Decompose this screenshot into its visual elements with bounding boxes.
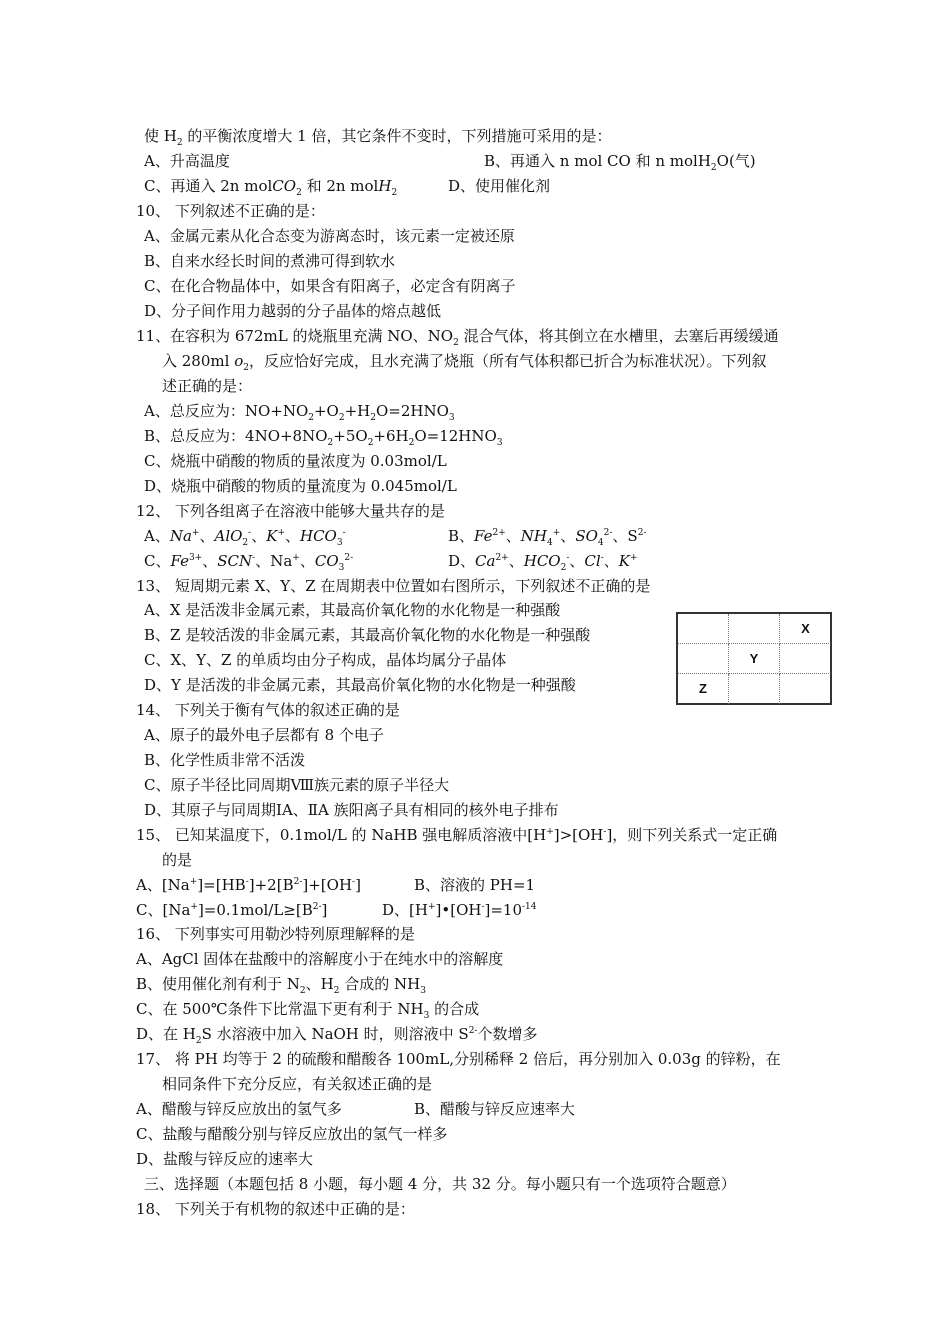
q10-option-c: C、在化合物晶体中，如果含有阳离子，必定含有阴离子 [144,277,516,295]
q11-stem: 11、在容积为 672mL 的烧瓶里充满 NO、$NO_2$ 混合气体，将其倒立在水槽里，去塞后再缓缓通 [136,327,779,348]
q12-stem: 12、 下列各组离子在溶液中能够大量共存的是 [136,502,445,520]
q14-option-c: C、原子半径比同周期Ⅷ族元素的原子半径大 [144,776,450,794]
q11-stem-line3: 述正确的是： [162,377,253,395]
q14-option-d: D、其原子与同周期ⅠA、ⅡA 族阳离子具有相同的核外电子排布 [144,801,559,819]
q9-option-b: B、再通入 n mol CO 和 n molH$_2$O(气) [484,152,756,173]
q10-option-d: D、分子间作用力越弱的分子晶体的熔点越低 [144,302,442,320]
q9-option-d: D、使用催化剂 [448,177,551,195]
grid-cell-y: Y [729,644,780,674]
q13-option-a: A、X 是活泼非金属元素，其最高价氧化物的水化物是一种强酸 [144,601,561,619]
q14-stem: 14、 下列关于衡有气体的叙述正确的是 [136,701,400,719]
q17-stem: 17、 将 PH 均等于 2 的硫酸和醋酸各 100mL,分别稀释 2 倍后，再分别加入 0.03g 的锌粉，在 [136,1050,781,1068]
q17-option-b: B、醋酸与锌反应速率大 [414,1100,576,1118]
q13-stem: 13、 短周期元素 X、Y、Z 在周期表中位置如右图所示，下列叙述不正确的是 [136,577,651,595]
q12-option-c: C、$Fe^{3+}$、SCN-、Na+、$CO_3^{2-}$ [144,552,354,573]
q10-stem: 10、 下列叙述不正确的是： [136,202,325,220]
q14-option-a: A、原子的最外电子层都有 8 个电子 [144,726,384,744]
q10-option-b: B、自来水经长时间的煮沸可得到软水 [144,252,396,270]
q12-option-d: D、$Ca^{2+}$、$HCO_2^-$、Cl-、K+ [448,552,638,573]
q9-stem-cont: 使 $H_2$ 的平衡浓度增大 1 倍，其它条件不变时，下列措施可采用的是： [144,127,612,148]
q14-option-b: B、化学性质非常不活泼 [144,751,306,769]
q17-option-c: C、盐酸与醋酸分别与锌反应放出的氢气一样多 [136,1125,448,1143]
q11-option-d: D、烧瓶中硝酸的物质的量流度为 0.045mol/L [144,477,457,495]
grid-cell [780,674,831,704]
q13-option-c: C、X、Y、Z 的单质均由分子构成，晶体均属分子晶体 [144,651,507,669]
q15-stem: 15、 已知某温度下，0.1mol/L 的 NaHB 强电解质溶液中[H+]>[OH-]，则下列关系式一定正确 [136,826,778,844]
q12-option-a: A、Na+、AlO$_2$-、K+、$HCO_3^-$ [144,527,346,548]
grid-cell [729,614,780,644]
periodic-position-figure [676,612,832,705]
q17-option-a: A、醋酸与锌反应放出的氢气多 [136,1100,342,1118]
q17-stem-line2: 相同条件下充分反应，有关叙述正确的是 [162,1075,433,1093]
section-3-heading: 三、选择题（本题包括 8 小题，每小题 4 分，共 32 分。每小题只有一个选项符合题意） [144,1175,736,1193]
q10-option-a: A、金属元素从化合态变为游离态时，该元素一定被还原 [144,227,515,245]
grid-cell-x: X [780,614,831,644]
q15-option-c: C、$[Na^+]=0.1mol/L\ge[B^{2-}]$ [136,901,328,919]
q15-option-d: D、$[H^+]•[OH^-]=10^{-14}$ [382,901,537,919]
q16-option-d: D、在 $H_2S$ 水溶液中加入 NaOH 时，则溶液中 $S^{2-}$个数增多 [136,1025,538,1046]
q15-option-a: A、$[Na^+]=[HB^-]+2[B^{2-}]+[OH^-]$ [136,876,361,894]
q15-option-b: B、溶液的 PH=1 [414,876,536,894]
grid-cell [780,644,831,674]
q13-option-b: B、Z 是较活泼的非金属元素，其最高价氧化物的水化物是一种强酸 [144,626,591,644]
grid-cell [729,674,780,704]
q16-option-a: A、AgCl 固体在盐酸中的溶解度小于在纯水中的溶解度 [136,950,504,968]
q12-option-b: B、$Fe^{2+}$、$NH_4^+$、$SO_4^{2-}$、$S^{2-}$ [448,527,647,548]
q11-option-c: C、烧瓶中硝酸的物质的量浓度为 0.03mol/L [144,452,447,470]
q9-option-c: C、再通入 2n molCO$_2$ 和 2n molH$_2$ [144,177,398,198]
q18-stem: 18、 下列关于有机物的叙述中正确的是： [136,1200,415,1218]
q16-option-c: C、在 500℃条件下比常温下更有利于 $NH_3$ 的合成 [136,1000,480,1021]
q15-stem-line2: 的是 [162,851,193,869]
q11-stem-line2: 入 280ml $o_2$，反应恰好完成，且水充满了烧瓶（所有气体积都已折合为标准状况）。下列叙 [162,352,767,373]
q11-option-a: A、总反应为：$NO+NO_2+O_2+H_2O=2HNO_3$ [144,402,455,423]
q17-option-d: D、盐酸与锌反应的速率大 [136,1150,314,1168]
grid-cell [678,644,729,674]
grid-cell [678,614,729,644]
grid-cell-z: Z [678,674,729,704]
q9-option-a: A、升高温度 [144,152,230,170]
q11-option-b: B、总反应为：$4NO+8NO_2+5O_2+6H_2O=12HNO_3$ [144,427,503,448]
q13-option-d: D、Y 是活泼的非金属元素，其最高价氧化物的水化物是一种强酸 [144,676,576,694]
q16-option-b: B、使用催化剂有利于 $N_2$、$H_2$ 合成的 $NH_3$ [136,975,426,996]
q16-stem: 16、 下列事实可用勒沙特列原理解释的是 [136,925,415,943]
